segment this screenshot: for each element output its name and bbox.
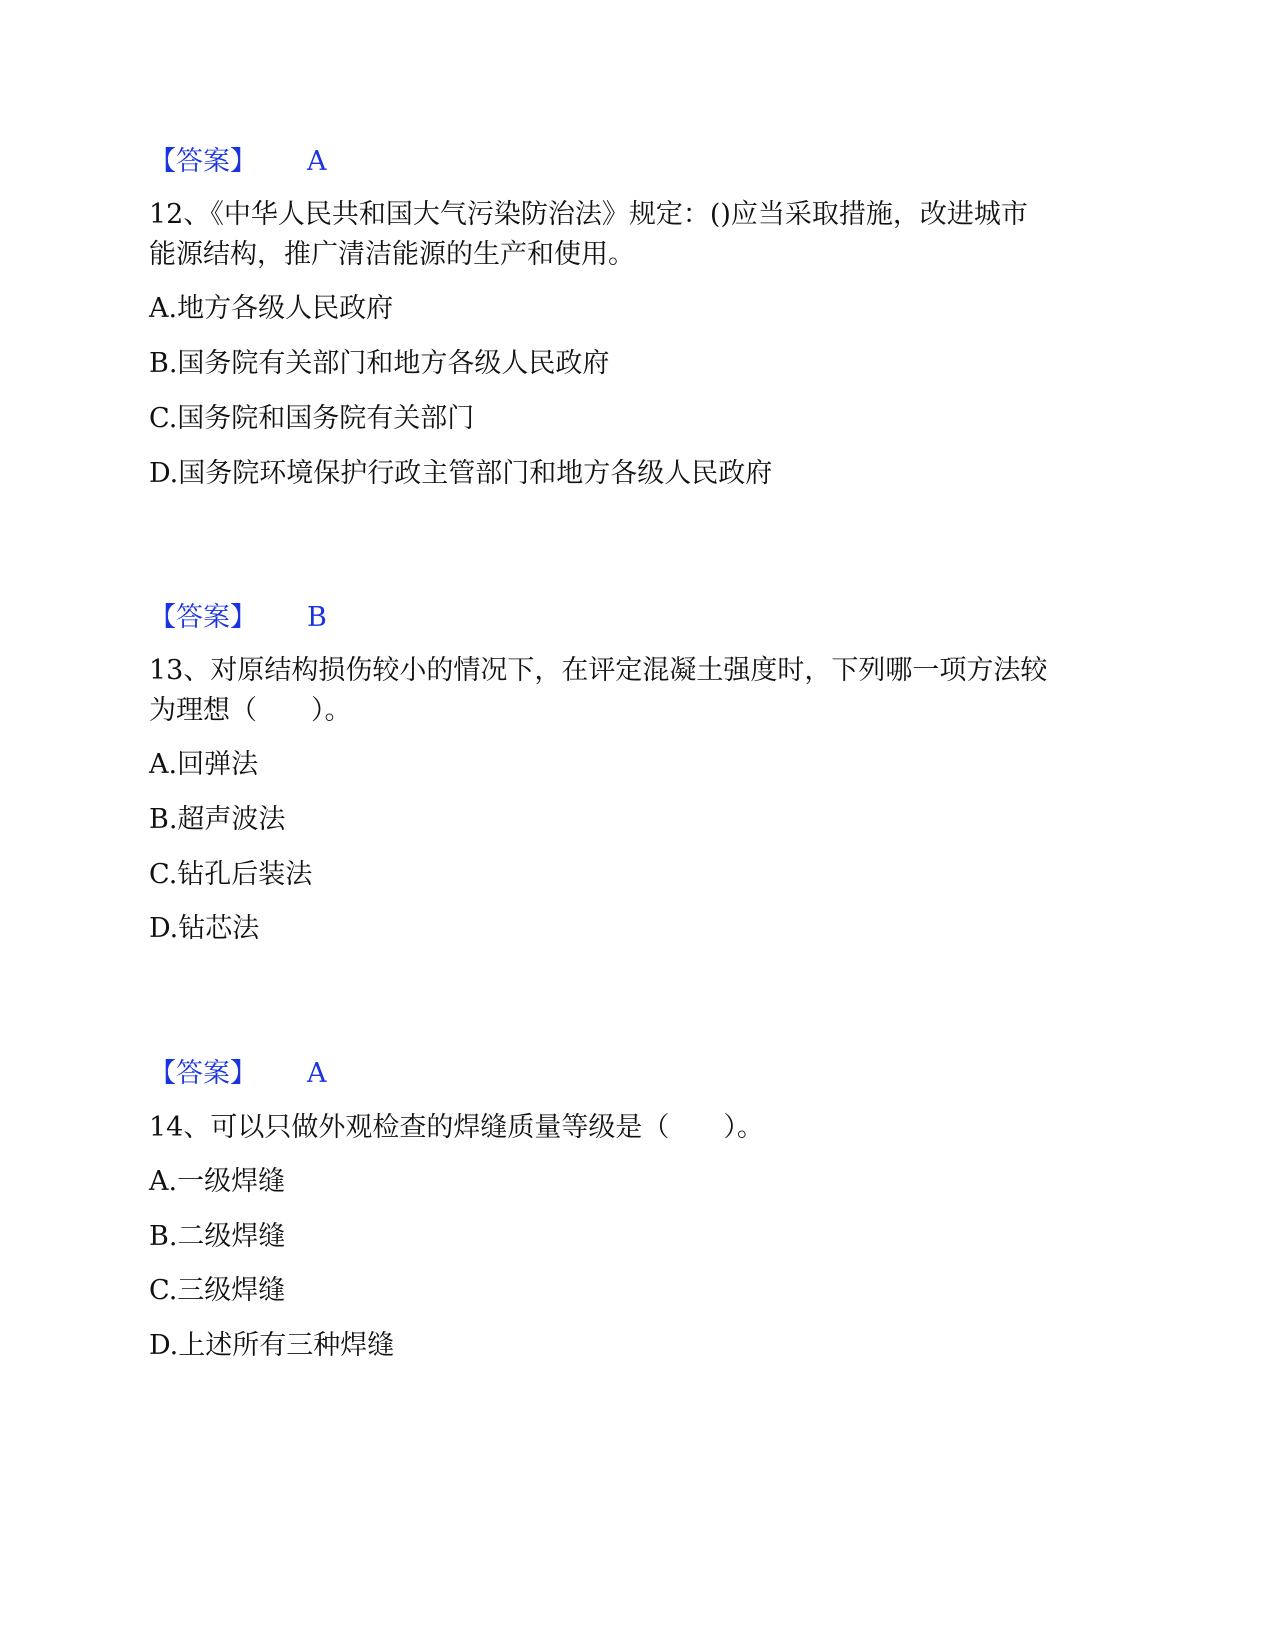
question-13-option-b: B.超声波法 — [149, 804, 286, 835]
answer-line-1 — [149, 145, 327, 179]
question-13-stem-line-2: 为理想（ ）。 — [149, 695, 352, 726]
question-12-option-a: A.地方各级人民政府 — [149, 293, 394, 324]
answer-line-3 — [149, 1057, 327, 1091]
answer-value: B — [307, 602, 327, 633]
answer-value: A — [307, 146, 327, 177]
answer-label: 【答案】 — [149, 602, 257, 633]
question-13-option-d: D.钻芯法 — [149, 913, 260, 944]
question-12-option-d: D.国务院环境保护行政主管部门和地方各级人民政府 — [149, 458, 773, 489]
answer-value: A — [307, 1058, 327, 1089]
question-12-option-b: B.国务院有关部门和地方各级人民政府 — [149, 348, 610, 379]
question-13-option-a: A.回弹法 — [149, 749, 259, 780]
question-13-option-c: C.钻孔后装法 — [149, 859, 313, 890]
answer-label: 【答案】 — [149, 146, 257, 177]
question-12-stem-line-2: 能源结构，推广清洁能源的生产和使用。 — [149, 239, 635, 270]
answer-label: 【答案】 — [149, 1058, 257, 1089]
question-14-option-b: B.二级焊缝 — [149, 1221, 286, 1252]
question-13-stem-line-1: 13、对原结构损伤较小的情况下，在评定混凝土强度时，下列哪一项方法较 — [149, 655, 1048, 686]
question-14-stem-line-1: 14、可以只做外观检查的焊缝质量等级是（ ）。 — [149, 1112, 764, 1143]
question-14-option-c: C.三级焊缝 — [149, 1275, 286, 1306]
question-12-option-c: C.国务院和国务院有关部门 — [149, 403, 475, 434]
answer-line-2 — [149, 601, 327, 635]
question-14-option-a: A.一级焊缝 — [149, 1166, 286, 1197]
question-12-stem-line-1: 12、《中华人民共和国大气污染防治法》规定：()应当采取措施，改进城市 — [149, 199, 1028, 230]
question-14-option-d: D.上述所有三种焊缝 — [149, 1330, 395, 1361]
